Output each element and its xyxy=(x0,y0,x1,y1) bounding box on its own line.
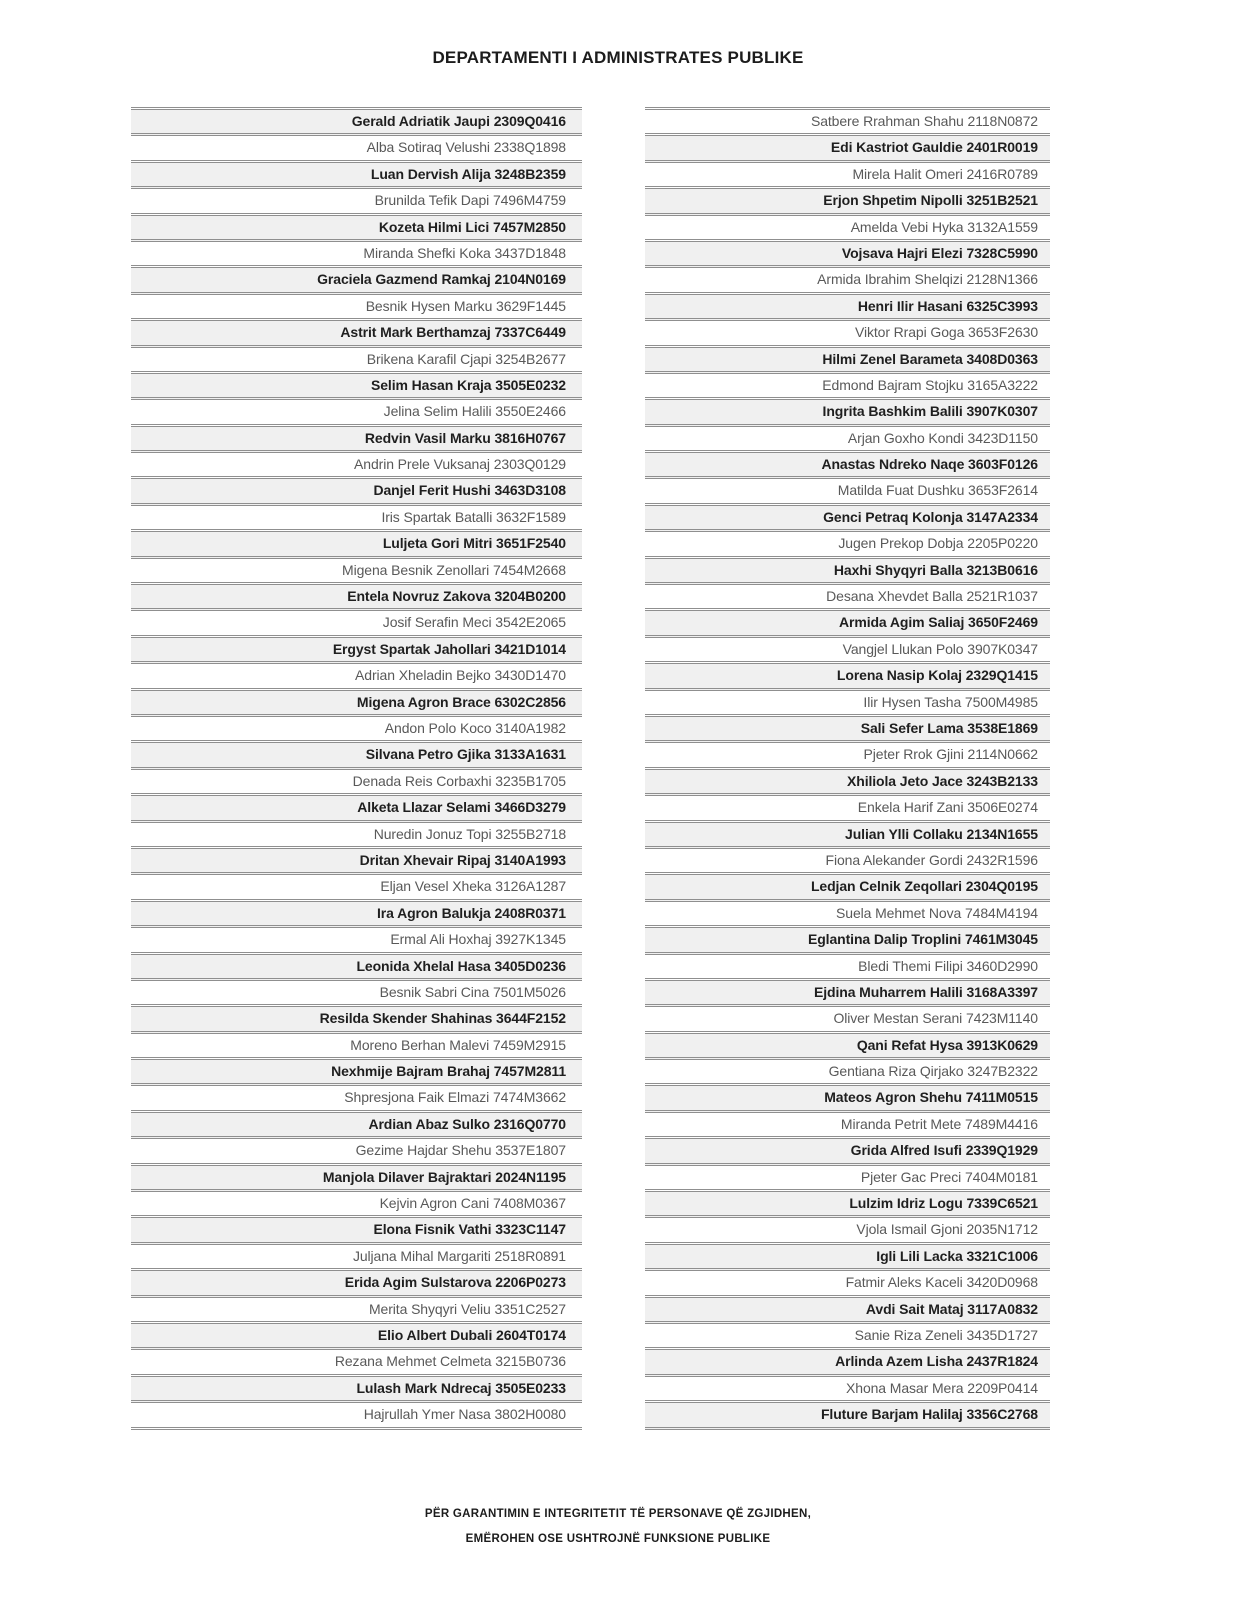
list-item: Edmond Bajram Stojku 3165A3222 xyxy=(645,374,1050,400)
list-item: Elona Fisnik Vathi 3323C1147 xyxy=(131,1218,582,1244)
page-footer xyxy=(0,1502,1236,1552)
list-item: Amelda Vebi Hyka 3132A1559 xyxy=(645,216,1050,242)
list-item: Leonida Xhelal Hasa 3405D0236 xyxy=(131,955,582,981)
list-item: Julian Ylli Collaku 2134N1655 xyxy=(645,823,1050,849)
list-item: Besnik Sabri Cina 7501M5026 xyxy=(131,981,582,1007)
list-item: Edi Kastriot Gauldie 2401R0019 xyxy=(645,136,1050,162)
list-item: Eglantina Dalip Troplini 7461M3045 xyxy=(645,928,1050,954)
list-item: Luljeta Gori Mitri 3651F2540 xyxy=(131,532,582,558)
list-item: Besnik Hysen Marku 3629F1445 xyxy=(131,295,582,321)
list-item: Alketa Llazar Selami 3466D3279 xyxy=(131,796,582,822)
list-item: Moreno Berhan Malevi 7459M2915 xyxy=(131,1034,582,1060)
list-item: Satbere Rrahman Shahu 2118N0872 xyxy=(645,110,1050,136)
list-item: Ardian Abaz Sulko 2316Q0770 xyxy=(131,1113,582,1139)
list-item: Kejvin Agron Cani 7408M0367 xyxy=(131,1192,582,1218)
list-item: Adrian Xheladin Bejko 3430D1470 xyxy=(131,664,582,690)
list-item: Resilda Skender Shahinas 3644F2152 xyxy=(131,1007,582,1033)
footer-line-2: EMËROHEN OSE USHTROJNË FUNKSIONE PUBLIKE xyxy=(465,1533,771,1545)
list-item: Vjola Ismail Gjoni 2035N1712 xyxy=(645,1218,1050,1244)
list-item: Danjel Ferit Hushi 3463D3108 xyxy=(131,479,582,505)
list-item: Lulzim Idriz Logu 7339C6521 xyxy=(645,1192,1050,1218)
list-item: Nuredin Jonuz Topi 3255B2718 xyxy=(131,823,582,849)
list-item: Migena Besnik Zenollari 7454M2668 xyxy=(131,559,582,585)
list-item: Desana Xhevdet Balla 2521R1037 xyxy=(645,585,1050,611)
list-item: Anastas Ndreko Naqe 3603F0126 xyxy=(645,453,1050,479)
list-item: Ira Agron Balukja 2408R0371 xyxy=(131,902,582,928)
list-item: Bledi Themi Filipi 3460D2990 xyxy=(645,955,1050,981)
footer-line-1: PËR GARANTIMIN E INTEGRITETIT TË PERSONAVE QË ZGJIDHEN, xyxy=(424,1508,812,1520)
left-column xyxy=(131,107,582,1430)
list-item: Entela Novruz Zakova 3204B0200 xyxy=(131,585,582,611)
list-item: Sanie Riza Zeneli 3435D1727 xyxy=(645,1324,1050,1350)
list-item: Genci Petraq Kolonja 3147A2334 xyxy=(645,506,1050,532)
list-item: Xhiliola Jeto Jace 3243B2133 xyxy=(645,770,1050,796)
list-item: Armida Ibrahim Shelqizi 2128N1366 xyxy=(645,268,1050,294)
list-item: Rezana Mehmet Celmeta 3215B0736 xyxy=(131,1350,582,1376)
list-item: Fatmir Aleks Kaceli 3420D0968 xyxy=(645,1271,1050,1297)
list-item: Fluture Barjam Halilaj 3356C2768 xyxy=(645,1403,1050,1429)
list-item: Erjon Shpetim Nipolli 3251B2521 xyxy=(645,189,1050,215)
list-item: Gezime Hajdar Shehu 3537E1807 xyxy=(131,1139,582,1165)
list-item: Miranda Petrit Mete 7489M4416 xyxy=(645,1113,1050,1139)
list-item: Ilir Hysen Tasha 7500M4985 xyxy=(645,691,1050,717)
list-item: Mateos Agron Shehu 7411M0515 xyxy=(645,1086,1050,1112)
list-item: Manjola Dilaver Bajraktari 2024N1195 xyxy=(131,1166,582,1192)
list-item: Jelina Selim Halili 3550E2466 xyxy=(131,400,582,426)
list-item: Migena Agron Brace 6302C2856 xyxy=(131,691,582,717)
list-item: Mirela Halit Omeri 2416R0789 xyxy=(645,163,1050,189)
list-item: Hilmi Zenel Barameta 3408D0363 xyxy=(645,348,1050,374)
list-item: Henri Ilir Hasani 6325C3993 xyxy=(645,295,1050,321)
list-item: Eljan Vesel Xheka 3126A1287 xyxy=(131,875,582,901)
list-item: Ergyst Spartak Jahollari 3421D1014 xyxy=(131,638,582,664)
list-item: Lorena Nasip Kolaj 2329Q1415 xyxy=(645,664,1050,690)
list-item: Sali Sefer Lama 3538E1869 xyxy=(645,717,1050,743)
list-item: Graciela Gazmend Ramkaj 2104N0169 xyxy=(131,268,582,294)
page-title: DEPARTAMENTI I ADMINISTRATES PUBLIKE xyxy=(432,48,804,67)
list-item: Matilda Fuat Dushku 3653F2614 xyxy=(645,479,1050,505)
list-item: Ermal Ali Hoxhaj 3927K1345 xyxy=(131,928,582,954)
list-item: Gerald Adriatik Jaupi 2309Q0416 xyxy=(131,110,582,136)
list-item: Arjan Goxho Kondi 3423D1150 xyxy=(645,427,1050,453)
list-item: Xhona Masar Mera 2209P0414 xyxy=(645,1377,1050,1403)
list-item: Luan Dervish Alija 3248B2359 xyxy=(131,163,582,189)
list-item: Lulash Mark Ndrecaj 3505E0233 xyxy=(131,1377,582,1403)
list-item: Vojsava Hajri Elezi 7328C5990 xyxy=(645,242,1050,268)
list-item: Silvana Petro Gjika 3133A1631 xyxy=(131,743,582,769)
list-item: Redvin Vasil Marku 3816H0767 xyxy=(131,427,582,453)
list-item: Ledjan Celnik Zeqollari 2304Q0195 xyxy=(645,875,1050,901)
list-item: Fiona Alekander Gordi 2432R1596 xyxy=(645,849,1050,875)
list-item: Ingrita Bashkim Balili 3907K0307 xyxy=(645,400,1050,426)
list-item: Hajrullah Ymer Nasa 3802H0080 xyxy=(131,1403,582,1429)
list-item: Brunilda Tefik Dapi 7496M4759 xyxy=(131,189,582,215)
list-item: Miranda Shefki Koka 3437D1848 xyxy=(131,242,582,268)
list-item: Ejdina Muharrem Halili 3168A3397 xyxy=(645,981,1050,1007)
list-item: Armida Agim Saliaj 3650F2469 xyxy=(645,611,1050,637)
list-item: Vangjel Llukan Polo 3907K0347 xyxy=(645,638,1050,664)
list-item: Igli Lili Lacka 3321C1006 xyxy=(645,1245,1050,1271)
list-item: Juljana Mihal Margariti 2518R0891 xyxy=(131,1245,582,1271)
list-item: Enkela Harif Zani 3506E0274 xyxy=(645,796,1050,822)
right-column xyxy=(645,107,1050,1430)
list-item: Gentiana Riza Qirjako 3247B2322 xyxy=(645,1060,1050,1086)
list-item: Kozeta Hilmi Lici 7457M2850 xyxy=(131,216,582,242)
list-item: Astrit Mark Berthamzaj 7337C6449 xyxy=(131,321,582,347)
list-item: Qani Refat Hysa 3913K0629 xyxy=(645,1034,1050,1060)
list-item: Viktor Rrapi Goga 3653F2630 xyxy=(645,321,1050,347)
list-item: Grida Alfred Isufi 2339Q1929 xyxy=(645,1139,1050,1165)
list-item: Selim Hasan Kraja 3505E0232 xyxy=(131,374,582,400)
list-item: Nexhmije Bajram Brahaj 7457M2811 xyxy=(131,1060,582,1086)
list-item: Shpresjona Faik Elmazi 7474M3662 xyxy=(131,1086,582,1112)
list-item: Pjeter Gac Preci 7404M0181 xyxy=(645,1166,1050,1192)
list-item: Avdi Sait Mataj 3117A0832 xyxy=(645,1298,1050,1324)
list-item: Suela Mehmet Nova 7484M4194 xyxy=(645,902,1050,928)
list-item: Merita Shyqyri Veliu 3351C2527 xyxy=(131,1298,582,1324)
list-item: Erida Agim Sulstarova 2206P0273 xyxy=(131,1271,582,1297)
list-item: Iris Spartak Batalli 3632F1589 xyxy=(131,506,582,532)
list-item: Dritan Xhevair Ripaj 3140A1993 xyxy=(131,849,582,875)
list-item: Alba Sotiraq Velushi 2338Q1898 xyxy=(131,136,582,162)
list-item: Haxhi Shyqyri Balla 3213B0616 xyxy=(645,559,1050,585)
list-item: Oliver Mestan Serani 7423M1140 xyxy=(645,1007,1050,1033)
list-item: Pjeter Rrok Gjini 2114N0662 xyxy=(645,743,1050,769)
list-item: Elio Albert Dubali 2604T0174 xyxy=(131,1324,582,1350)
list-item: Andon Polo Koco 3140A1982 xyxy=(131,717,582,743)
list-item: Andrin Prele Vuksanaj 2303Q0129 xyxy=(131,453,582,479)
list-item: Jugen Prekop Dobja 2205P0220 xyxy=(645,532,1050,558)
list-item: Arlinda Azem Lisha 2437R1824 xyxy=(645,1350,1050,1376)
list-item: Denada Reis Corbaxhi 3235B1705 xyxy=(131,770,582,796)
list-item: Brikena Karafil Cjapi 3254B2677 xyxy=(131,348,582,374)
list-item: Josif Serafin Meci 3542E2065 xyxy=(131,611,582,637)
